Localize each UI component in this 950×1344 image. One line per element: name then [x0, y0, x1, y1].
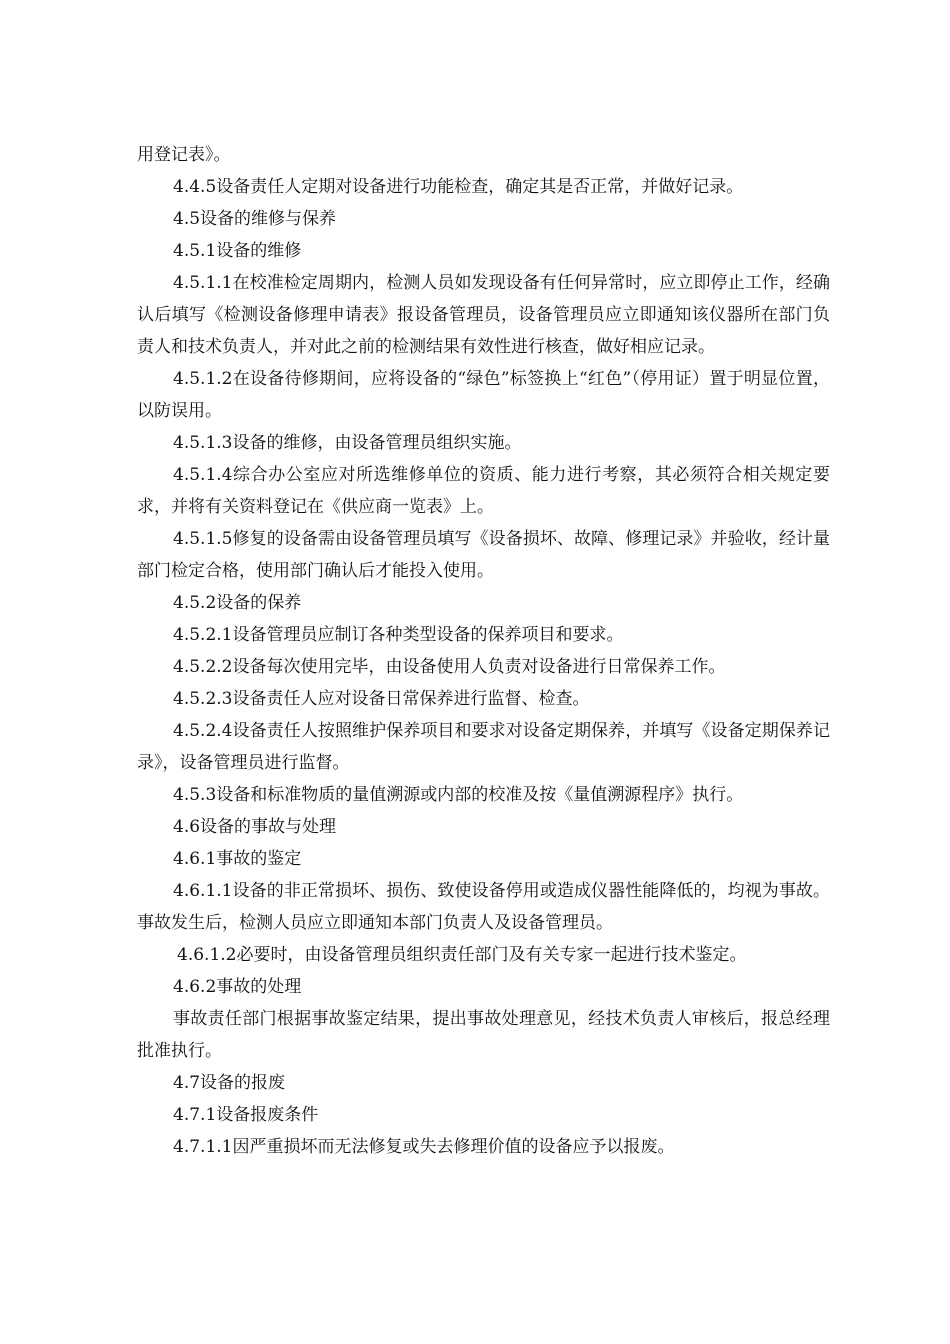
heading-4-6: 4.6设备的事故与处理	[173, 817, 337, 837]
paragraph-4-6-1-2: 4.6.1.2必要时，由设备管理员组织责任部门及有关专家一起进行技术鉴定。	[177, 945, 747, 965]
paragraph-4-6-1-1: 4.6.1.1设备的非正常损坏、损伤、致使设备停用或造成仪器性能降低的，均视为事故。事故发生后，检测人员应立即通知本部门负责人及设备管理员。	[137, 881, 830, 933]
paragraph-4-5-2-3: 4.5.2.3设备责任人应对设备日常保养进行监督、检查。	[173, 689, 590, 709]
paragraph-4-5-2-1: 4.5.2.1设备管理员应制订各种类型设备的保养项目和要求。	[173, 625, 624, 645]
paragraph-4-5-2-2: 4.5.2.2设备每次使用完毕，由设备使用人负责对设备进行日常保养工作。	[173, 657, 726, 677]
paragraph-accident-handling: 事故责任部门根据事故鉴定结果，提出事故处理意见，经技术负责人审核后，报总经理批准执行。	[137, 1009, 830, 1061]
paragraph-4-5-1-5: 4.5.1.5修复的设备需由设备管理员填写《设备损坏、故障、修理记录》并验收，经计量部门检定合格，使用部门确认后才能投入使用。	[137, 529, 830, 581]
paragraph-4-5-1-2: 4.5.1.2在设备待修期间，应将设备的“绿色”标签换上“红色”（停用证）置于明显位置，以防误用。	[137, 369, 830, 421]
paragraph-4-5-3: 4.5.3设备和标准物质的量值溯源或内部的校准及按《量值溯源程序》执行。	[173, 785, 744, 805]
paragraph-4-5-1-1: 4.5.1.1在校准检定周期内，检测人员如发现设备有任何异常时，应立即停止工作，经确认后填写《检测设备修理申请表》报设备管理员，设备管理员应立即通知该仪器所在部门负责人和技术负责人，并对此之前的检测结果有效性进行核查，做好相应记录。	[137, 273, 830, 357]
paragraph-4-5-2-4: 4.5.2.4设备责任人按照维护保养项目和要求对设备定期保养，并填写《设备定期保养记录》，设备管理员进行监督。	[137, 721, 830, 773]
heading-4-6-2: 4.6.2事故的处理	[173, 977, 302, 997]
document-body	[137, 139, 830, 1163]
heading-4-5-2: 4.5.2设备的保养	[173, 593, 302, 613]
paragraph-4-5-1-4: 4.5.1.4综合办公室应对所选维修单位的资质、能力进行考察，其必须符合相关规定要求，并将有关资料登记在《供应商一览表》上。	[137, 465, 830, 517]
paragraph-4-4-5: 4.4.5设备责任人定期对设备进行功能检查，确定其是否正常，并做好记录。	[173, 177, 744, 197]
heading-4-5-1: 4.5.1设备的维修	[173, 241, 302, 261]
heading-4-5: 4.5设备的维修与保养	[173, 209, 337, 229]
paragraph-4-5-1-3: 4.5.1.3设备的维修，由设备管理员组织实施。	[173, 433, 522, 453]
paragraph-4-7-1-1: 4.7.1.1因严重损坏而无法修复或失去修理价值的设备应予以报废。	[173, 1137, 675, 1157]
paragraph-continuation: 用登记表》。	[137, 145, 231, 165]
heading-4-7: 4.7设备的报废	[173, 1073, 286, 1093]
heading-4-6-1: 4.6.1事故的鉴定	[173, 849, 302, 869]
heading-4-7-1: 4.7.1设备报废条件	[173, 1105, 319, 1125]
